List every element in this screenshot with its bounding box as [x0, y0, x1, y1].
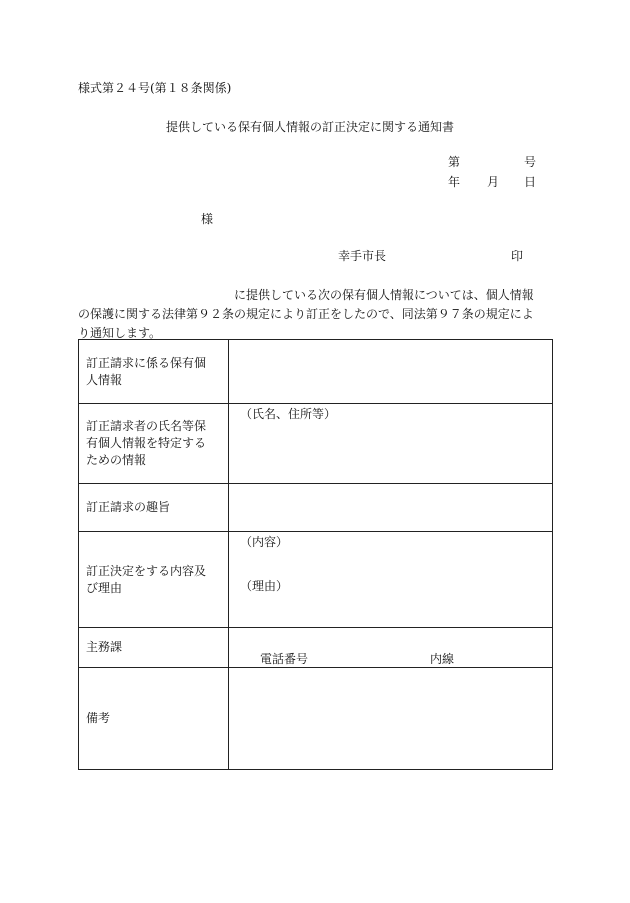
label-department: 主務課 — [79, 628, 229, 668]
date-year: 年 — [448, 175, 461, 189]
value-department — [229, 628, 553, 668]
body-line-3: り通知します。 — [78, 326, 162, 340]
doc-number-go: 号 — [524, 155, 537, 169]
row-request-purpose — [79, 484, 553, 532]
row-remarks — [79, 668, 553, 770]
phone-label: 電話番号 — [260, 652, 309, 666]
label-remarks: 備考 — [79, 668, 229, 770]
issuer-name: 幸手市長 — [338, 249, 387, 263]
row-department — [79, 628, 553, 668]
label-request-purpose: 訂正請求の趣旨 — [79, 484, 229, 532]
date-month: 月 — [487, 175, 500, 189]
reason-label: （理由） — [240, 579, 289, 593]
label-requester-info: 訂正請求者の氏名等保 有個人情報を特定する ための情報 — [79, 404, 229, 484]
extension-label: 内線 — [430, 652, 455, 666]
value-request-purpose — [229, 484, 553, 532]
content-label: （内容） — [240, 535, 289, 549]
value-decision — [229, 532, 553, 628]
row-requester-info — [79, 404, 553, 484]
doc-number-dai: 第 — [448, 155, 461, 169]
form-number: 様式第２４号(第１８条関係) — [78, 81, 232, 95]
document-title: 提供している保有個人情報の訂正決定に関する通知書 — [166, 120, 455, 134]
name-address-note: （氏名、住所等） — [240, 407, 337, 421]
value-requester-info — [229, 404, 553, 484]
issuer-seal: 印 — [511, 249, 524, 263]
notice-table — [78, 339, 553, 770]
body-line-1: に提供している次の保有個人情報については、個人情報 — [234, 288, 534, 302]
row-decision — [79, 532, 553, 628]
value-target-info — [229, 340, 553, 404]
body-paragraph — [78, 286, 553, 343]
date-day: 日 — [524, 175, 537, 189]
label-target-info: 訂正請求に係る保有個 人情報 — [79, 340, 229, 404]
body-line-2: の保護に関する法律第９２条の規定により訂正をしたので、同法第９７条の規定によ — [78, 307, 534, 321]
label-decision: 訂正決定をする内容及 び理由 — [79, 532, 229, 628]
row-target-info — [79, 340, 553, 404]
addressee-suffix: 様 — [201, 212, 214, 226]
value-remarks — [229, 668, 553, 770]
